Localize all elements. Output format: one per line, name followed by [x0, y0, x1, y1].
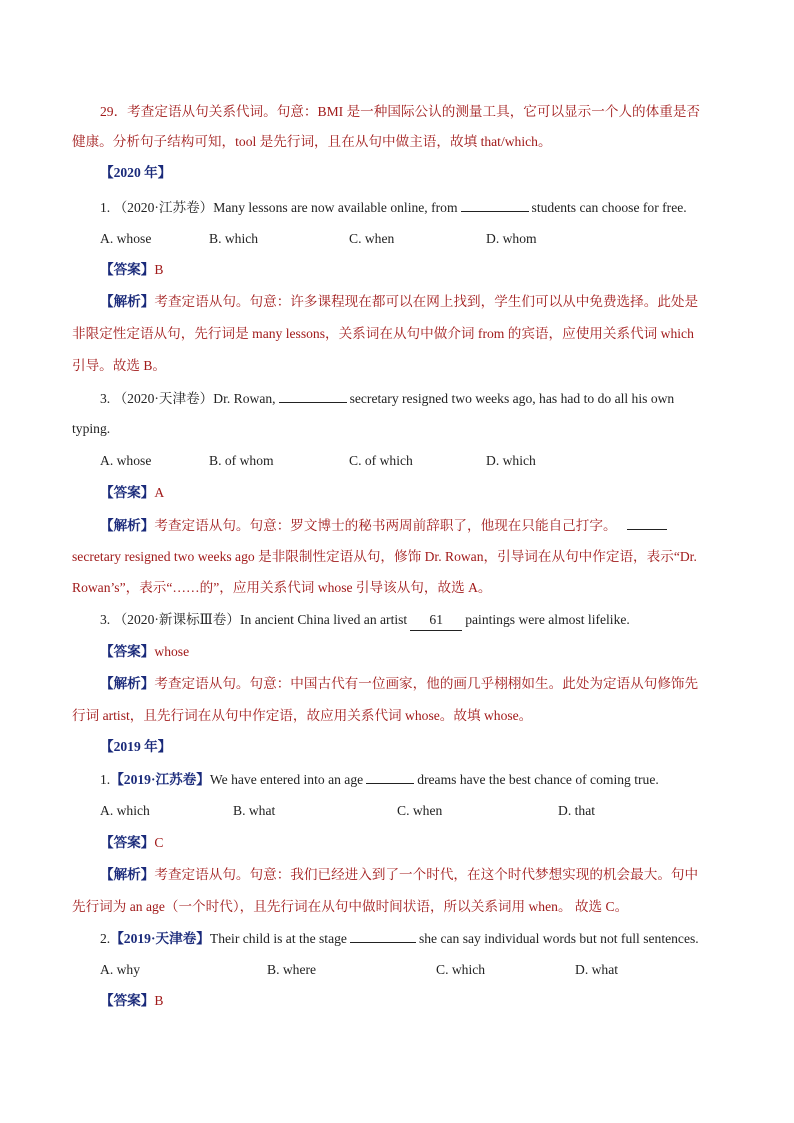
- q3-tj-2020-answer: [100, 483, 164, 503]
- answer-value: B: [154, 993, 164, 1008]
- year-heading-2019: 【2019 年】: [100, 739, 172, 754]
- q2-2019-stem-b: she can say individual words but not full sentences.: [418, 931, 699, 946]
- q2-2019-stem-a: Their child is at the stage: [209, 931, 347, 946]
- q1-2019-options: [100, 801, 740, 821]
- q3-tj-2020-option-d: D. which: [486, 453, 536, 468]
- answer-label: 【答案】: [100, 485, 155, 500]
- answer-label: 【答案】: [100, 644, 155, 659]
- q1-2020-analysis-2: 非限定性定语从句，先行词是 many lessons，关系词在从句中做介词 from 的宾语，应使用关系代词 which: [72, 326, 694, 341]
- q3-tj-2020-stem-c: typing.: [72, 421, 111, 436]
- q29-line-1: 29．考查定语从句关系代词。句意：BMI 是一种国际公认的测量工具，它可以显示一个人的体重是否: [100, 104, 701, 119]
- q3-tj-2020-stem-b: secretary resigned two weeks ago, has had to do all his own: [349, 391, 675, 406]
- q3-tj-2020-analysis-blank: [627, 515, 667, 530]
- q3-tj-2020-stem: [100, 388, 674, 409]
- q3-xk-2020-analysis-2: 行词 artist，且先行词在从句中作定语，故应用关系代词 whose。故填 whose。: [72, 708, 533, 723]
- analysis-label: 【解析】: [100, 676, 155, 691]
- q1-2020-analysis-3: 引导。故选 B。: [72, 358, 167, 373]
- q3-tj-2020-options: [100, 451, 740, 471]
- answer-label: 【答案】: [100, 993, 155, 1008]
- q2-2019-option-a: A. why: [100, 962, 141, 977]
- q1-2020-option-a: A. whose: [100, 231, 152, 246]
- q3-tj-2020-blank: [279, 388, 347, 403]
- answer-value: A: [154, 485, 165, 500]
- q2-2019-blank: [350, 928, 416, 943]
- q1-2020-stem-b: students can choose for free.: [531, 200, 687, 215]
- analysis-label: 【解析】: [100, 294, 155, 309]
- year-heading-2020: 【2020 年】: [100, 165, 172, 180]
- q2-2019-option-b: B. where: [267, 962, 317, 977]
- analysis-text: 考查定语从句。句意：罗文博士的秘书两周前辞职了，他现在只能自己打字。: [154, 518, 617, 533]
- q3-xk-2020-blank: 61: [410, 610, 462, 631]
- q1-2020-stem-a: 1. （2020·江苏卷）Many lessons are now available online, from: [100, 200, 458, 215]
- q2-2019-stem: [100, 928, 699, 949]
- answer-label: 【答案】: [100, 262, 155, 277]
- answer-value: whose: [154, 644, 190, 659]
- q3-tj-2020-analysis-1: [100, 515, 670, 536]
- q3-tj-2020-option-c: C. of which: [349, 453, 413, 468]
- q3-tj-2020-analysis-3: Rowan’s”，表示“……的”，应用关系代词 whose 引导该从句，故选 A。: [72, 580, 492, 595]
- analysis-text: 考查定语从句。句意：我们已经进入到了一个时代，在这个时代梦想实现的机会最大。句中: [154, 867, 699, 882]
- analysis-label: 【解析】: [100, 867, 155, 882]
- q1-2019-stem: [100, 769, 659, 790]
- q1-2019-stem-b: dreams have the best chance of coming true.: [417, 772, 659, 787]
- q2-2019-option-d: D. what: [575, 962, 619, 977]
- q1-2020-blank: [461, 197, 529, 212]
- q1-2020-option-b: B. which: [209, 231, 259, 246]
- q1-2019-option-c: C. when: [397, 803, 443, 818]
- q3-tj-2020-analysis-2: secretary resigned two weeks ago 是非限制性定语从句，修饰 Dr. Rowan，引导词在从句中作定语，表示“Dr.: [72, 549, 697, 564]
- q1-2019-option-d: D. that: [558, 803, 595, 818]
- q3-tj-2020-option-b: B. of whom: [209, 453, 274, 468]
- answer-value: B: [154, 262, 164, 277]
- q1-2019-number: 1.: [100, 772, 111, 787]
- q1-2020-stem: [100, 197, 687, 218]
- q1-2019-analysis-2: 先行词为 an age（一个时代），且先行词在从句中做时间状语，所以关系词用 when。 故选 C。: [72, 899, 629, 914]
- q3-tj-2020-option-a: A. whose: [100, 453, 152, 468]
- q1-2019-blank: [366, 769, 414, 784]
- q2-2019-source-tag: 【2019·天津卷】: [110, 931, 210, 946]
- q1-2019-stem-a: We have entered into an age: [209, 772, 364, 787]
- q1-2019-option-a: A. which: [100, 803, 150, 818]
- q2-2019-answer: [100, 991, 163, 1011]
- q3-xk-2020-analysis-1: [100, 674, 698, 694]
- q1-2019-answer: [100, 833, 163, 853]
- q1-2020-option-d: D. whom: [486, 231, 537, 246]
- q1-2020-analysis-1: [100, 292, 698, 312]
- q3-xk-2020-stem-a: 3. （2020·新课标Ⅲ卷）In ancient China lived an artist: [100, 612, 408, 627]
- q2-2019-number: 2.: [100, 931, 111, 946]
- answer-label: 【答案】: [100, 835, 155, 850]
- q1-2019-source-tag: 【2019·江苏卷】: [110, 772, 210, 787]
- analysis-label: 【解析】: [100, 518, 155, 533]
- analysis-text: 考查定语从句。句意：许多课程现在都可以在网上找到，学生们可以从中免费选择。此处是: [154, 294, 699, 309]
- q1-2020-option-c: C. when: [349, 231, 395, 246]
- q3-xk-2020-answer: [100, 642, 189, 662]
- q29-line-2: 健康。分析句子结构可知，tool 是先行词，且在从句中做主语，故填 that/which。: [72, 134, 552, 149]
- q3-xk-2020-stem-b: paintings were almost lifelike.: [465, 612, 630, 627]
- q1-2020-answer: [100, 260, 163, 280]
- q1-2019-option-b: B. what: [233, 803, 276, 818]
- q1-2019-analysis-1: [100, 865, 698, 885]
- q3-tj-2020-stem-a: 3. （2020·天津卷）Dr. Rowan,: [100, 391, 276, 406]
- q1-2020-options: [100, 229, 740, 249]
- q2-2019-options: [100, 960, 740, 980]
- q3-xk-2020-stem: [100, 610, 630, 631]
- q2-2019-option-c: C. which: [436, 962, 486, 977]
- analysis-text: 考查定语从句。句意：中国古代有一位画家，他的画几乎栩栩如生。此处为定语从句修饰先: [154, 676, 699, 691]
- answer-value: C: [154, 835, 164, 850]
